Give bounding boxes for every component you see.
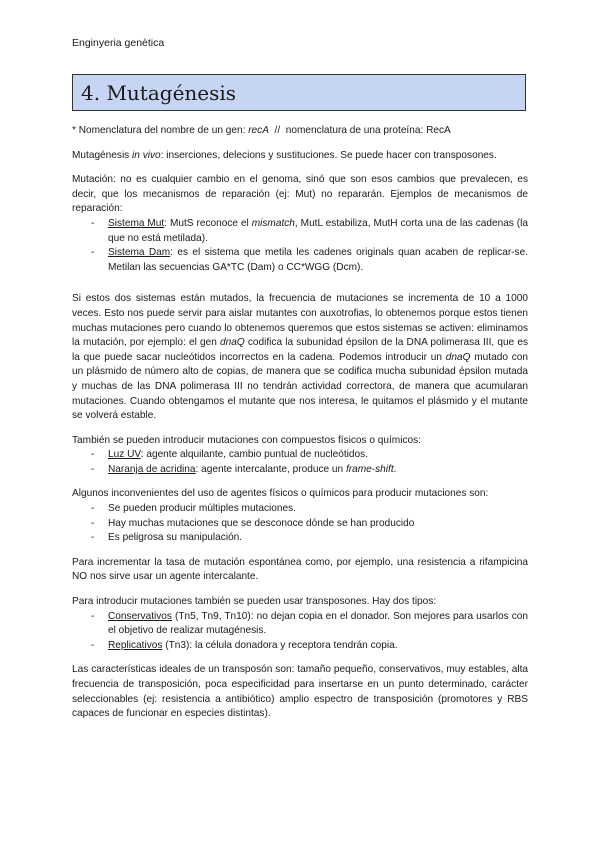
list-item: - Luz UV: agente alquilante, cambio puntual de nucleótidos. — [72, 448, 528, 463]
list-item: - Sistema Dam: es el sistema que metila les cadenes originals quan acaben de replicar-se. Metilan las secuencias GA*TC (Dam) o CC*WGG (Dcm). — [72, 246, 528, 275]
inconvenients-list — [72, 502, 528, 546]
list-item: - Conservativos (Tn5, Tn9, Tn10): no dejan copia en el donador. Son mejores para usarlos con el objetivo de realizar mutagénesis. — [72, 610, 528, 639]
list-item: - Es peligrosa su manipulación. — [72, 531, 528, 546]
rifampicina-paragraph: Para incrementar la tasa de mutación espontánea como, por ejemplo, una resistencia a rifampicina NO nos sirve usar un agente intercalante. — [72, 556, 528, 583]
list-item: - Se pueden producir múltiples mutaciones. — [72, 502, 528, 517]
list-item: - Hay muchas mutaciones que se desconoce dónde se han producido — [72, 517, 528, 532]
physchem-intro: También se pueden introducir mutaciones con compuestos físicos o químicos: — [72, 434, 421, 446]
physchem-list — [72, 448, 528, 477]
document-body — [72, 124, 528, 732]
list-item: - Sistema Mut: MutS reconoce el mismatch, MutL estabiliza, MutH corta una de las cadenas (la que no está metilada). — [72, 217, 528, 246]
invivo-paragraph: Mutagénesis in vivo: inserciones, delecions y sustituciones. Se puede hacer con transposones. — [72, 149, 497, 161]
section-title-box — [72, 74, 526, 111]
inconvenients-intro: Algunos inconvenientes del uso de agentes físicos o químicos para producir mutaciones son: — [72, 488, 489, 500]
mutation-definition: Mutación: no es cualquier cambio en el genoma, sinó que son esos cambios que prevalecen, es decir, que los mecanismos de reparación (ej: Mut) no repararán. Ejemplos de mecanismos de reparación: — [72, 174, 528, 215]
nomenclature-note: * Nomenclatura del nombre de un gen: recA // nomenclatura de una proteína: RecA — [72, 125, 451, 136]
transposon-list — [72, 610, 528, 654]
ideal-transposon-paragraph: Las características ideales de un transposón son: tamaño pequeño, conservativos, muy estables, alta frecuencia de transposición, poca especificidad para insertarse en un punto determinado, carácter seleccionables (ej: resistencia a antibiótico) amplio espectro de transposición (promotores y RBS capaces de funcionar en especies distintas). — [72, 664, 528, 720]
section-title: 4. Mutagénesis — [81, 81, 237, 105]
mutator-paragraph: Si estos dos sistemas están mutados, la frecuencia de mutaciones se incrementa de 10 a 1000 veces. Esto nos puede servir para aislar mutantes con auxotrofias, lo obtenemos porque estos tienen muchas mutaciones pero cuando lo obtenemos queremos que estos sistemas se activen: eliminamos la mutación, por ejemplo: el gen dnaQ codifica la subunidad épsilon de la DNA polimerasa III, que es la que puede sacar nucleótidos incorrectos en la cadena. Podemos introducir un dnaQ mutado con un plásmido de número alto de copias, de manera que se codifica mucha subunidad épsilon mutada y muchas de las DNA polimerasa III no tendrán actividad correctora, de manera que acumularan mutaciones. Cuando obtengamos el mutante que nos interesa, le quitamos el plásmido y el mutante se volverá estable. — [72, 293, 528, 422]
repair-systems-list — [72, 217, 528, 275]
list-item: - Naranja de acridina: agente intercalante, produce un frame-shift. — [72, 463, 528, 478]
gene-example: recA — [248, 125, 269, 136]
list-item: - Replicativos (Tn3): la célula donadora y receptora tendrán copia. — [72, 639, 528, 654]
running-header: Enginyeria genètica — [72, 37, 165, 49]
transposon-intro: Para introducir mutaciones también se pueden usar transposones. Hay dos tipos: — [72, 596, 437, 608]
